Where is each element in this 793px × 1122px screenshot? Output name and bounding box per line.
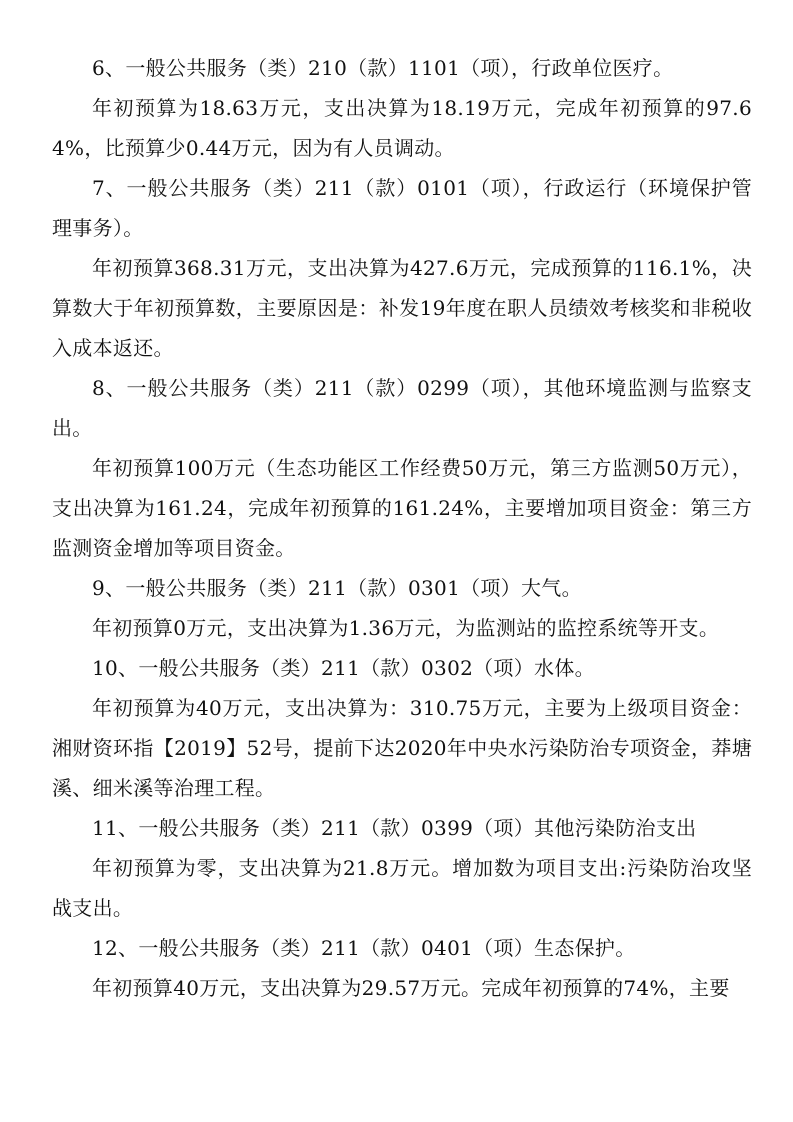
paragraph-item-6-heading: 6、一般公共服务（类）210（款）1101（项），行政单位医疗。 [92,56,674,80]
paragraph-item-10-heading: 10、一般公共服务（类）211（款）0302（项）水体。 [92,656,595,680]
paragraph-item-7-heading: 7、一般公共服务（类）211（款）0101（项），行政运行（环境保护管理事务）。 [52,176,752,240]
paragraph-item-12-heading: 12、一般公共服务（类）211（款）0401（项）生态保护。 [92,936,636,960]
paragraph-item-7-detail: 年初预算368.31万元，支出决算为427.6万元，完成预算的116.1%，决算数大于年初预算数，主要原因是：补发19年度在职人员绩效考核奖和非税收入成本返还。 [52,256,752,360]
paragraph-item-12-detail: 年初预算40万元，支出决算为29.57万元。完成年初预算的74%，主要 [92,976,730,1000]
paragraph-item-11-detail: 年初预算为零，支出决算为21.8万元。增加数为项目支出:污染防治攻坚战支出。 [52,856,752,920]
paragraph-item-10-detail: 年初预算为40万元，支出决算为：310.75万元，主要为上级项目资金：湘财资环指【2019】52号，提前下达2020年中央水污染防治专项资金，莽塘溪、细米溪等治理工程。 [52,696,752,800]
paragraph-item-9-heading: 9、一般公共服务（类）211（款）0301（项）大气。 [92,576,582,600]
paragraph-item-8-heading: 8、一般公共服务（类）211（款）0299（项），其他环境监测与监察支出。 [52,376,752,440]
paragraph-item-6-detail: 年初预算为18.63万元，支出决算为18.19万元，完成年初预算的97.64%，比预算少0.44万元，因为有人员调动。 [52,96,752,160]
paragraph-item-8-detail: 年初预算100万元（生态功能区工作经费50万元，第三方监测50万元），支出决算为161.24，完成年初预算的161.24%，主要增加项目资金：第三方监测资金增加等项目资金。 [52,456,752,560]
paragraph-item-11-heading: 11、一般公共服务（类）211（款）0399（项）其他污染防治支出 [92,816,697,840]
paragraph-item-9-detail: 年初预算0万元，支出决算为1.36万元，为监测站的监控系统等开支。 [92,616,720,640]
document-body [52,48,752,1008]
